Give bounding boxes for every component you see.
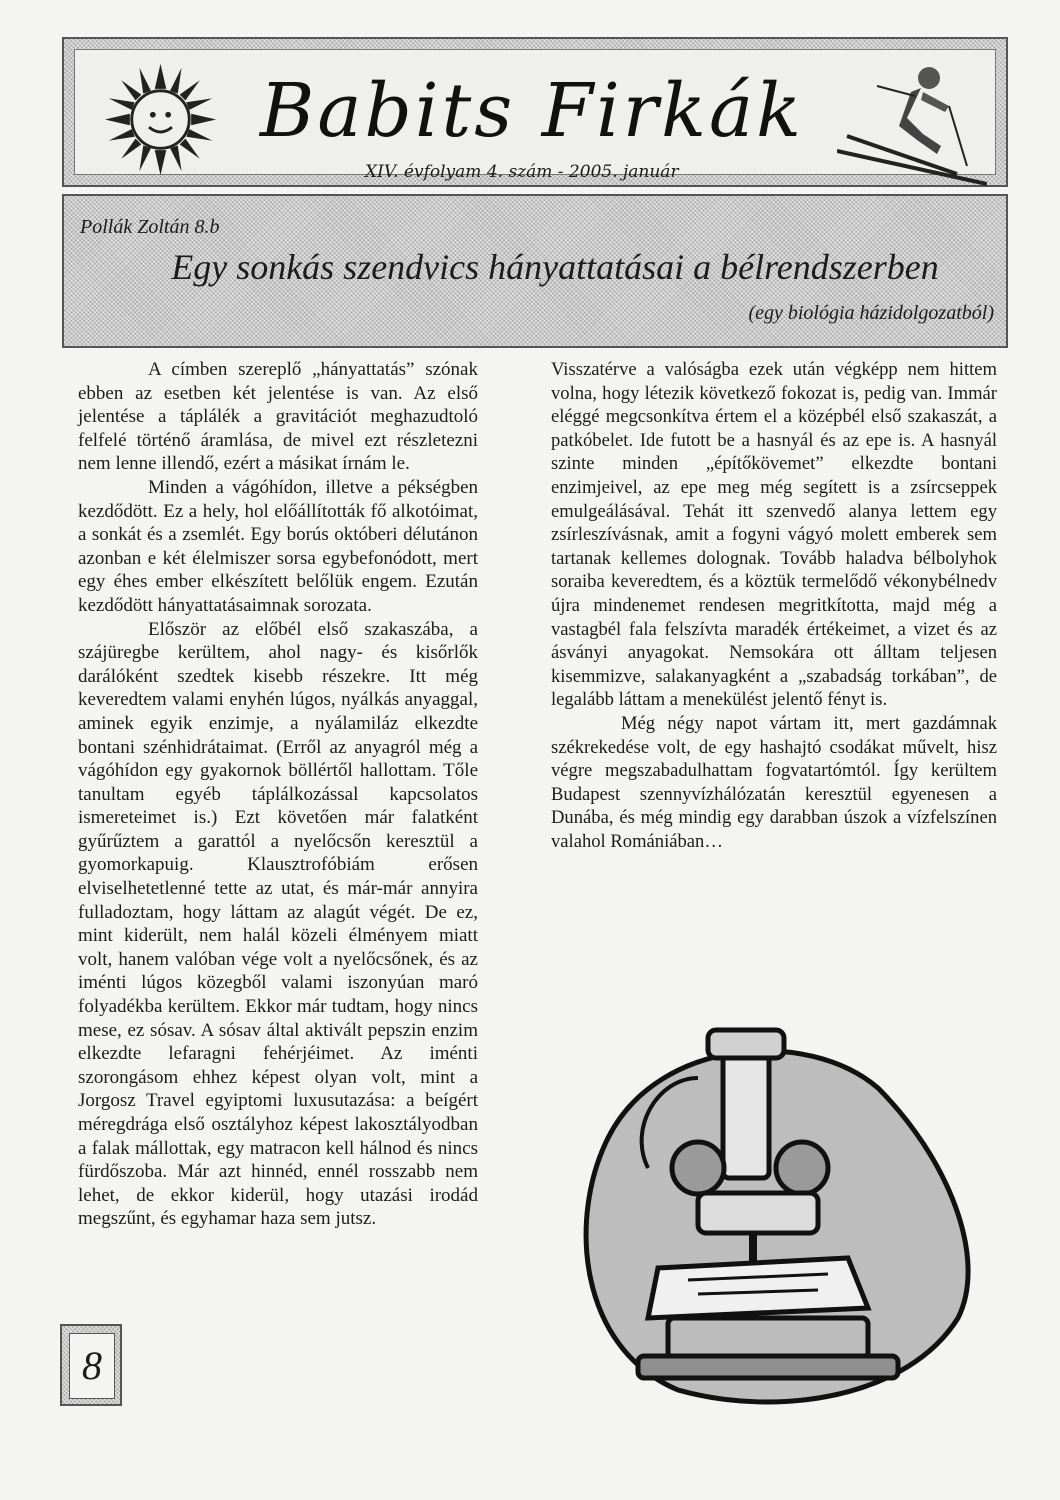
left-column	[78, 358, 478, 1231]
masthead-title: Babits Firkák	[260, 68, 804, 154]
page-number-box	[60, 1324, 122, 1406]
masthead-issue: XIV. évfolyam 4. szám - 2005. január	[365, 162, 679, 182]
sun-logo-icon	[103, 62, 218, 177]
page-number: 8	[69, 1333, 115, 1399]
paragraph: Minden a vágóhídon, illetve a pékségben kezdődött. Ez a hely, hol előállították fő alkotóimat, a sonkát és a zsemlét. Egy borús októberi délutánon azonban e két élelmiszer sorsa egybefonódott, mert egy éhes ember elkészített belőlük engem. Ezután kezdődött hányattatásaimnak sorozata.	[78, 476, 478, 616]
masthead-banner	[74, 49, 996, 182]
paragraph: Visszatérve a valóságba ezek után végképp nem hittem volna, hogy létezik következő fokozat is, pedig van. Immár eléggé megcsonkítva értem el a középbél első szakaszát, a patkóbelet. Ide futott be a hasnyál és az epe is. A hasnyál szinte minden „építőkövemet” elkezdte bontani enzimjeivel, az epe meg még segített is a zsírcseppek emulgeálásával. Tehát itt szenvedő alanya lettem egy zsírleszívásnak, amit a fogyni vágyó molett emberek sem tartanak kellemes dolognak. Tovább haladva bélbolyhok soraiba keveredtem, és a köztük termelődő vékonybélnedv újra mindenemet rendesen megritkította, majd még a vastagbél fala felszívta maradék értékeimet, a vizet és az ásványi anyagokat. Nemsokára ott álltam teljesen kisemmizve, salakanyagként a „szabadság torkában”, de legalább láttam a menekülést jelentő fényt is.	[551, 359, 997, 711]
skier-icon	[837, 56, 987, 186]
article-subtitle: (egy biológia házidolgozatból)	[748, 302, 994, 324]
paragraph: Még négy napot vártam itt, mert gazdámnak székrekedése volt, de egy hashajtó csodákat művelt, hisz végre megszabadulhattam fogvatartómtól. Így kerültem Budapest szennyvízhálózatán keresztül egyenesen a Dunába, és még mindig egy darabban úszok a vízfelszínen valahol Romániában…	[551, 712, 997, 852]
article-title: Egy sonkás szendvics hányattatásai a bélrendszerben	[171, 247, 939, 287]
masthead	[62, 37, 1008, 187]
microscope-illustration-icon	[548, 1018, 988, 1410]
paragraph: A címben szereplő „hányattatás” szónak ebben az esetben két jelentése is van. Az első jelentése a táplálék a gravitációt meghazudtoló felfelé történő áramlása, de mivel ezt részletezni nem lenne illendő, ezért a másikat írnám le.	[78, 359, 478, 475]
article-header	[62, 194, 1008, 348]
right-column	[551, 358, 997, 853]
paragraph: Először az előbél első szakaszába, a szájüregbe kerültem, ahol nagy- és kisőrlők darálóként szedtek kisebb részekre. Itt még keveredtem valami enyhén lúgos, nyálkás anyaggal, aminek egyik enzimje, a nyálamiláz elkezdte bontani szénhidrátaimat. (Erről az anyagról még a vágóhídon egy gyakornok böllértől hallottam. Tőle tanultam egyéb táplálkozással kapcsolatos ismereteimet is.) Ezt követően már falatként gyűrűztem a garattól a nyelőcsőn keresztül a gyomorkapuig. Klausztrofóbiám erősen elviselhetetlenné tette az utat, és már-már annyira fulladoztam, hogy láttam az alagút végét. De ez, mint kiderült, nem halál közeli élményem miatt volt, hanem valóban vége volt a nyelőcsőnek, és az iménti lúgos közegből valami iszonyúan maró folyadékba kerültem. Ekkor már tudtam, hogy nincs mese, ez sósav. A sósav által aktivált pepszin enzim elkezdte lefaragni fehérjéimet. Az iménti szorongásom ehhez képest olyan volt, mint a Jorgosz Travel egyiptomi luxusutazása: a beígért méregdrága első osztályhoz képest lakosztályodban a falak mállottak, egy matracon kell hálnod és nincs fürdőszoba. Már azt hinnéd, ennél rosszabb nem lehet, de ekkor kiderül, hogy utazási irodád megszűnt, és egyhamar haza sem jutsz.	[78, 618, 478, 1230]
article-author: Pollák Zoltán 8.b	[80, 216, 220, 238]
